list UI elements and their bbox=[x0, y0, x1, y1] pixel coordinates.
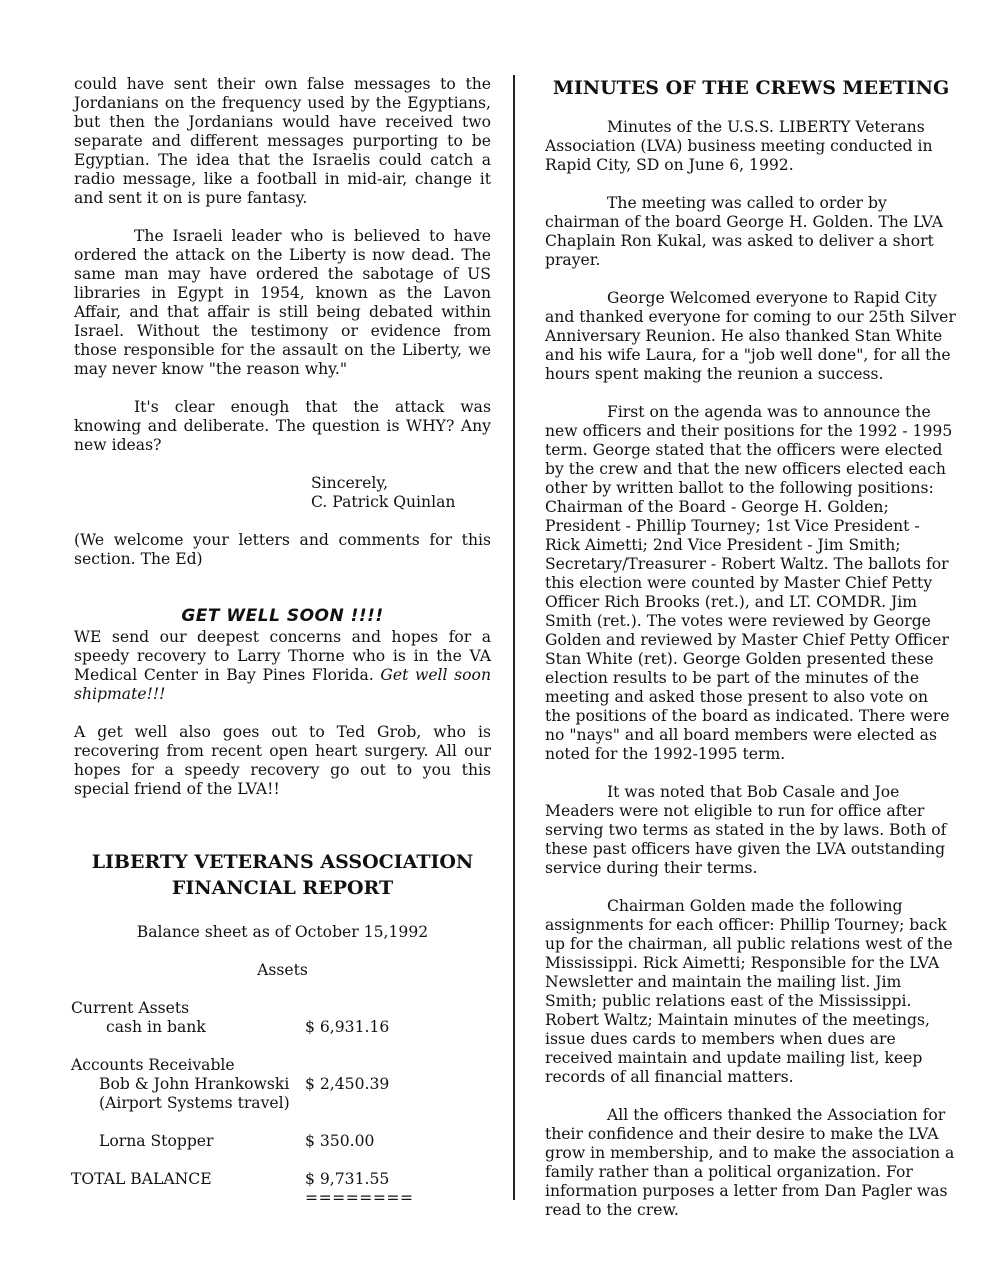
stopper-label: Lorna Stopper bbox=[99, 1132, 214, 1150]
minutes-body bbox=[545, 118, 957, 1220]
financial-report-heading bbox=[74, 849, 491, 901]
fin-row-cash bbox=[71, 1018, 491, 1037]
editor-note: (We welcome your letters and comments for this section. The Ed) bbox=[74, 531, 491, 568]
letter-paragraph-1: could have sent their own false messages to the Jordanians on the frequency used by the Egyptians, but then the Jordanians would have received two separate and different messages purporting to be Egyptian. The idea that the Israelis could catch a radio message, like a football in mid-air, change it and sent it on is pure fantasy. bbox=[74, 75, 491, 207]
column-divider bbox=[513, 75, 515, 1200]
letter-closing: Sincerely, bbox=[311, 474, 389, 492]
fin-row-total bbox=[71, 1170, 491, 1189]
financial-heading-line-1: LIBERTY VETERANS ASSOCIATION bbox=[91, 851, 474, 873]
fin-row-hrankowski bbox=[71, 1075, 491, 1094]
receivable-label: Accounts Receivable bbox=[71, 1056, 235, 1074]
minutes-paragraph-4: First on the agenda was to announce the new officers and their positions for the 1992 - 1995 term. George stated that the officers were elected by the crew and that the new officers elected each other by written ballot to the following positions: Chairman of the Board - George H. Golden; President - Phillip Tourney; 1st Vice President - Rick Aimetti; 2nd Vice President - Jim Smith; Secretary/Treasurer - Robert Waltz. The ballots for this election were counted by Master Chief Petty Officer Rich Brooks (ret.), and LT. COMDR. Jim Smith (ret.). The votes were reviewed by George Golden and reviewed by Master Chief Petty Officer Stan White (ret). George Golden presented these election results to be part of the minutes of the meeting and asked those present to also vote on the positions of the board as indicated. There were no "nays" and all board members were elected as noted for the 1992-1995 term. bbox=[545, 403, 953, 763]
letter-paragraph-2: The Israeli leader who is believed to have ordered the attack on the Liberty is now dead. The same man may have ordered the sabotage of US libraries in Egypt in 1954, known as the Lavon Affair, and that affair is still being debated within Israel. Without the testimony or evidence from those responsible for the assault on the Liberty, we may never know "the reason why." bbox=[74, 227, 491, 378]
hrankowski-amount: $ 2,450.39 bbox=[305, 1075, 390, 1093]
minutes-paragraph-2: The meeting was called to order by chairman of the board George H. Golden. The LVA Chaplain Ron Kukal, was asked to deliver a short prayer. bbox=[545, 194, 944, 269]
financial-heading-line-2: FINANCIAL REPORT bbox=[171, 877, 394, 899]
total-label: TOTAL BALANCE bbox=[71, 1170, 212, 1188]
minutes-heading: MINUTES OF THE CREWS MEETING bbox=[552, 77, 950, 99]
stopper-amount: $ 350.00 bbox=[305, 1132, 375, 1150]
get-well-heading: GET WELL SOON !!!! bbox=[181, 606, 384, 626]
get-well-paragraph-2: A get well also goes out to Ted Grob, who is recovering from recent open heart surgery. All our hopes for a speedy recovery go out to you this special friend of the LVA!! bbox=[74, 723, 491, 798]
fin-row-hrankowski-note bbox=[71, 1094, 491, 1113]
fin-row-total-rule bbox=[71, 1189, 491, 1208]
minutes-paragraph-7: All the officers thanked the Association for their confidence and their desire to make the LVA grow in membership, and to make the association a family rather than a political organization. For information purposes a letter from Dan Pagler was read to the crew. bbox=[545, 1106, 955, 1219]
balance-sheet-date: Balance sheet as of October 15,1992 bbox=[136, 923, 429, 941]
hrankowski-label: Bob & John Hrankowski bbox=[99, 1075, 290, 1093]
total-amount: $ 9,731.55 bbox=[305, 1170, 390, 1188]
right-column bbox=[545, 75, 957, 1239]
minutes-paragraph-3: George Welcomed everyone to Rapid City and thanked everyone for coming to our 25th Silver Anniversary Reunion. He also thanked Stan White and his wife Laura, for a "job well done", for all the hours spent making the reunion a success. bbox=[545, 289, 956, 383]
fin-row-receivable bbox=[71, 1056, 491, 1075]
fin-row-current-assets bbox=[71, 999, 491, 1018]
left-column bbox=[71, 75, 491, 1208]
financial-table bbox=[71, 999, 491, 1208]
hrankowski-note: (Airport Systems travel) bbox=[99, 1094, 290, 1112]
get-well-text: WE send our deepest concerns and hopes for a speedy recovery to Larry Thorne who is in the VA Medical Center in Bay Pines Florida. bbox=[74, 628, 491, 684]
current-assets-label: Current Assets bbox=[71, 999, 190, 1017]
get-well-paragraph-1 bbox=[74, 628, 491, 704]
minutes-paragraph-5: It was noted that Bob Casale and Joe Meaders were not eligible to run for office after serving two terms as stated in the by laws. Both of these past officers have given the LVA outstanding service during their terms. bbox=[545, 783, 947, 877]
cash-amount: $ 6,931.16 bbox=[305, 1018, 390, 1036]
get-well-italic: Get well soon shipmate!!! bbox=[74, 666, 491, 703]
letter-paragraph-3: It's clear enough that the attack was knowing and deliberate. The question is WHY? Any new ideas? bbox=[74, 398, 491, 454]
cash-label: cash in bank bbox=[106, 1018, 206, 1036]
letter-signature bbox=[311, 474, 491, 512]
minutes-paragraph-6: Chairman Golden made the following assignments for each officer: Phillip Tourney; back up for the chairman, all public relations west of the Mississippi. Rick Aimetti; Responsible for the LVA Newsletter and maintain the mailing list. Jim Smith; public relations east of the Mississippi. Robert Waltz; Maintain minutes of the meetings, issue dues cards to members when dues are received maintain and update mailing list, keep records of all financial matters. bbox=[545, 897, 953, 1086]
fin-row-stopper bbox=[71, 1132, 491, 1151]
assets-label: Assets bbox=[257, 961, 308, 979]
letter-signer: C. Patrick Quinlan bbox=[311, 493, 456, 511]
minutes-paragraph-1: Minutes of the U.S.S. LIBERTY Veterans Association (LVA) business meeting conducted in Rapid City, SD on June 6, 1992. bbox=[545, 118, 933, 174]
total-double-rule: ======== bbox=[305, 1189, 414, 1207]
